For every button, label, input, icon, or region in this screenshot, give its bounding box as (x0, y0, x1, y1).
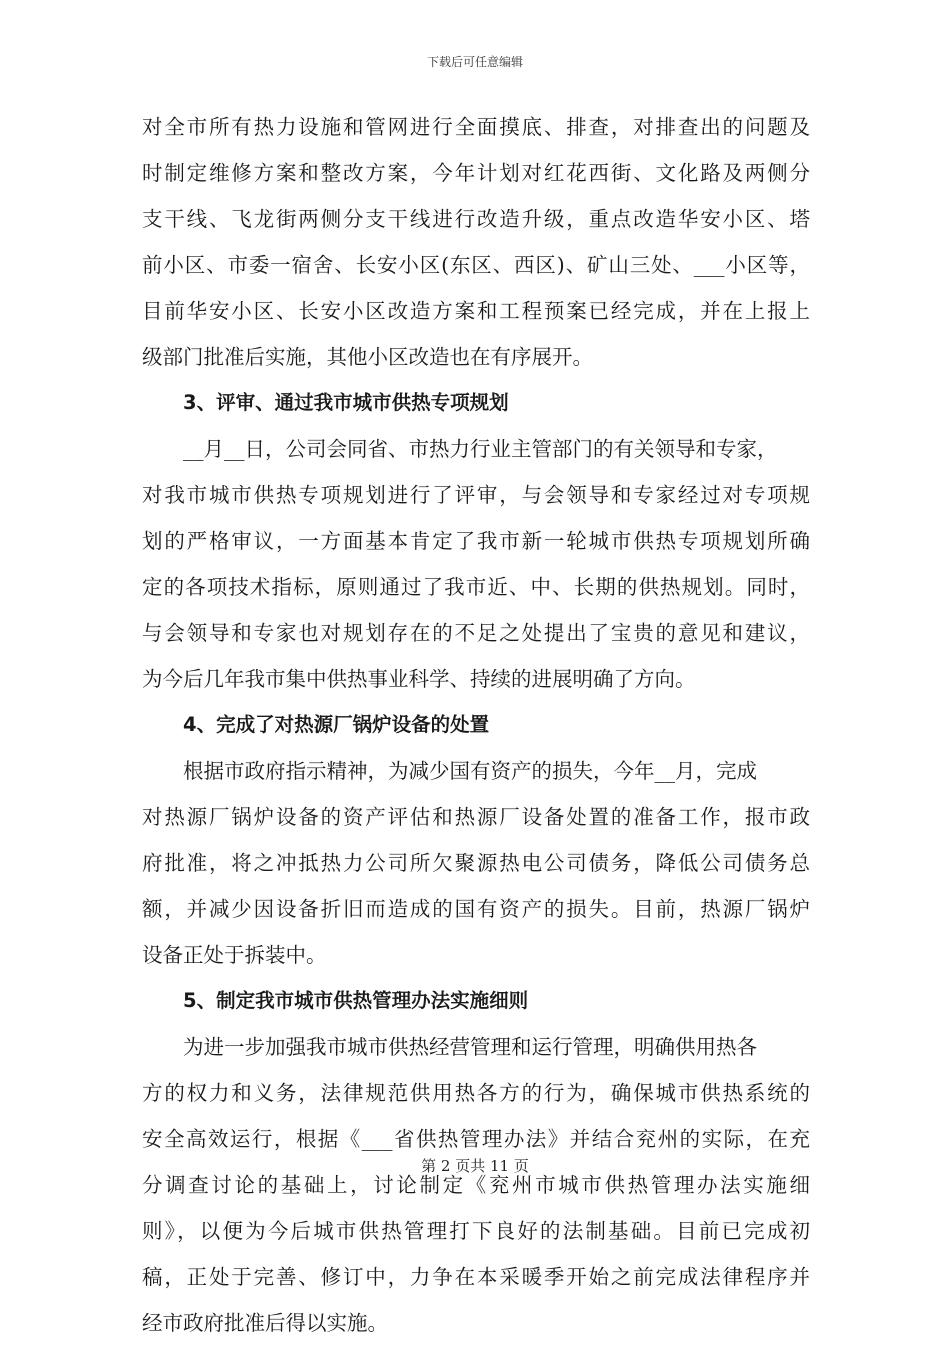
text-line: 方的权力和义务，法律规范供用热各方的行为，确保城市供热系统的 (142, 1081, 810, 1105)
text-line: 经市政府批准后得以实施。 (142, 1311, 388, 1335)
section-heading: 4、完成了对热源厂锅炉设备的处置 (183, 713, 490, 736)
text-line: 支干线、飞龙街两侧分支干线进行改造升级，重点改造华安小区、塔 (142, 207, 810, 231)
text-line: 府批准，将之冲抵热力公司所欠聚源热电公司债务，降低公司债务总 (142, 851, 810, 875)
text-line: 与会领导和专家也对规划存在的不足之处提出了宝贵的意见和建议， (142, 621, 810, 645)
text-line: 设备正处于拆装中。 (142, 943, 327, 967)
text-line: 为今后几年我市集中供热事业科学、持续的进展明确了方向。 (142, 667, 696, 691)
text-line: 则》，以便为今后城市供热管理打下良好的法制基础。目前已完成初 (142, 1219, 810, 1243)
text-line: 目前华安小区、长安小区改造方案和工程预案已经完成，并在上报上 (142, 299, 810, 323)
page-header: 下载后可任意编辑 (426, 55, 523, 69)
text-line: 定的各项技术指标，原则通过了我市近、中、长期的供热规划。同时， (142, 575, 810, 599)
text-line: 划的严格审议，一方面基本肯定了我市新一轮城市供热专项规划所确 (142, 529, 810, 553)
text-line: 时制定维修方案和整改方案，今年计划对红花西街、文化路及两侧分 (142, 161, 810, 185)
text-line: 前小区、市委一宿舍、长安小区(东区、西区)、矿山三处、___小区等， (142, 253, 810, 277)
text-line: 对热源厂锅炉设备的资产评估和热源厂设备处置的准备工作，报市政 (142, 805, 810, 829)
text-line: 稿，正处于完善、修订中，力争在本采暖季开始之前完成法律程序并 (142, 1265, 810, 1289)
section-heading: 5、制定我市城市供热管理办法实施细则 (183, 989, 529, 1012)
text-line: 安全高效运行，根据《___省供热管理办法》并结合兖州的实际，在充 (142, 1127, 810, 1151)
page-footer: 第 2 页共 11 页 (421, 1157, 529, 1175)
text-line: 额，并减少因设备折旧而造成的国有资产的损失。目前，热源厂锅炉 (142, 897, 810, 921)
text-line: 根据市政府指示精神，为减少国有资产的损失，今年__月，完成 (183, 759, 757, 783)
text-line: 为进一步加强我市城市供热经营管理和运行管理，明确供用热各 (183, 1035, 757, 1059)
text-line: 级部门批准后实施，其他小区改造也在有序展开。 (142, 345, 593, 369)
text-line: 对全市所有热力设施和管网进行全面摸底、排查，对排查出的问题及 (142, 115, 810, 139)
text-line: 对我市城市供热专项规划进行了评审，与会领导和专家经过对专项规 (142, 483, 810, 507)
text-line: 分调查讨论的基础上，讨论制定《兖州市城市供热管理办法实施细 (142, 1173, 810, 1197)
text-line: __月__日，公司会同省、市热力行业主管部门的有关领导和专家， (183, 437, 778, 461)
section-heading: 3、评审、通过我市城市供热专项规划 (183, 391, 509, 414)
